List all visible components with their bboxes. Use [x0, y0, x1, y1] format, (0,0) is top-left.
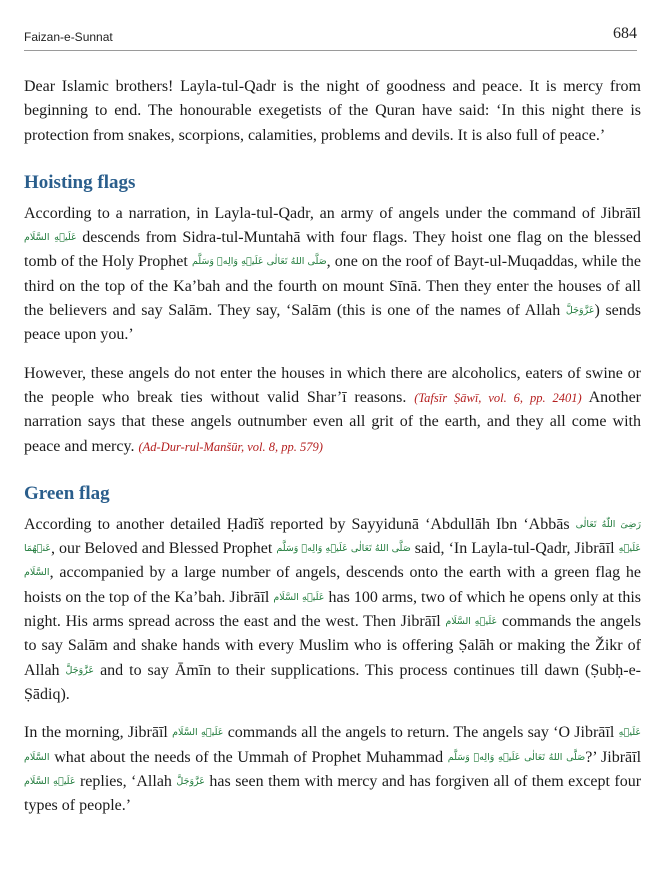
- text-run: In the morning, Jibrāīl: [24, 724, 168, 742]
- hoisting-flags-paragraph-2: [24, 362, 641, 459]
- page-number: 684: [613, 25, 637, 42]
- text-run: , accompanied by a large number of angels, descends onto the earth with a green flag he hoists on the top of the Ka’bah. Jibrāīl: [24, 564, 641, 606]
- text-run: descends from Sidra-tul-Muntahā with four flags. They hoist one flag on the blessed tomb of the Holy Prophet: [24, 229, 642, 271]
- arabic-salutation: صَلَّى اللهُ تَعَالٰى عَلَيۡهِ وَالِهٖ وَسَلَّم: [447, 751, 586, 763]
- text-run: According to a narration, in Layla-tul-Qadr, an army of angels under the command of Jibrāīl: [24, 204, 641, 222]
- arabic-salutation: صَلَّى اللهُ تَعَالٰى عَلَيۡهِ وَالِهٖ وَسَلَّم: [191, 256, 327, 268]
- text-run: commands all the angels to return. The angels say ‘O Jibrāīl: [227, 724, 615, 742]
- arabic-salutation: عَزَّوَجَلَّ: [176, 775, 205, 787]
- arabic-salutation: عَلَيۡهِ السَّلَام: [172, 727, 224, 739]
- text-run: replies, ‘Allah: [79, 772, 172, 790]
- text-run: has seen them with mercy and has forgiven all of them except four types of people.’: [24, 772, 642, 815]
- citation: (Tafsīr Ṣāwī, vol. 6, pp. 2401): [414, 390, 582, 405]
- section-heading-green-flag: Green flag: [24, 482, 110, 504]
- text-run: said, ‘In Layla-tul-Qadr, Jibrāīl: [414, 540, 615, 558]
- arabic-salutation: عَزَّوَجَلَّ: [565, 305, 595, 317]
- text-run: According to another detailed Ḥadīš reported by Sayyidunā ‘Abdullāh Ibn ‘Abbās: [24, 515, 570, 533]
- green-flag-paragraph-2: [24, 721, 641, 818]
- text-run: ?’ Jibrāīl: [585, 748, 642, 766]
- arabic-salutation: عَلَيۡهِ السَّلَام: [24, 727, 642, 763]
- citation: (Ad-Dur-rul-Manšūr, vol. 8, pp. 579): [138, 439, 323, 454]
- text-run: and to say Āmīn to their supplications. This process continues till dawn (Ṣubḥ-e-Ṣādiq).: [24, 661, 642, 703]
- page-content: [24, 75, 641, 832]
- text-run: ) sends peace upon you.’: [24, 302, 642, 344]
- arabic-salutation: عَلَيۡهِ السَّلَام: [24, 775, 76, 787]
- green-flag-paragraph-1: [24, 513, 641, 707]
- intro-paragraph: Dear Islamic brothers! Layla-tul-Qadr is the night of goodness and peace. It is mercy from beginning to end. The honourable exegetists of the Quran have said: ‘In this night there is protection from snakes, scorpions, calamities, problems and devils. It is also full of peace.’: [24, 78, 641, 144]
- text-run: commands the angels to say Salām and shake hands with every Muslim who is offering Ṣalāh or making the Žikr of Allah: [24, 613, 641, 679]
- arabic-salutation: صَلَّى اللهُ تَعَالٰى عَلَيۡهِ وَالِهٖ وَسَلَّم: [276, 543, 411, 555]
- arabic-salutation: رَضِىَ اللّٰهُ تَعَالٰى عَنۡهُمَا: [24, 518, 642, 555]
- arabic-salutation: عَلَيۡهِ السَّلَام: [24, 543, 642, 579]
- arabic-salutation: عَلَيۡهِ السَّلَام: [24, 232, 77, 244]
- arabic-salutation: عَزَّوَجَلَّ: [65, 664, 95, 676]
- book-title: Faizan-e-Sunnat: [24, 30, 113, 44]
- text-run: has 100 arms, two of which he opens only at this night. His arms spread across the east and the west. Then Jibrāīl: [24, 588, 641, 631]
- text-run: what about the needs of the Ummah of Prophet Muhammad: [54, 748, 444, 766]
- section-heading-hoisting-flags: Hoisting flags: [24, 171, 136, 193]
- text-run: , our Beloved and Blessed Prophet: [51, 540, 273, 558]
- arabic-salutation: عَلَيۡهِ السَّلَام: [273, 591, 325, 603]
- text-run: Another narration says that these angels outnumber even all grit of the earth, and they all come with peace and mercy.: [24, 388, 642, 455]
- text-run: , one on the roof of Bayt-ul-Muqaddas, while the third on the top of the Ka’bah and the fourth on mount Sīnā. Then they enter the houses of all the believers and say Salām. They say, ‘Salām (this is one of the names of Allah: [24, 253, 641, 320]
- page-header: [24, 25, 637, 51]
- hoisting-flags-paragraph-1: [24, 202, 641, 348]
- arabic-salutation: عَلَيۡهِ السَّلَام: [445, 616, 498, 628]
- text-run: However, these angels do not enter the houses in which there are alcoholics, eaters of swine or the people who break ties without valid Shar’ī reasons.: [24, 364, 641, 406]
